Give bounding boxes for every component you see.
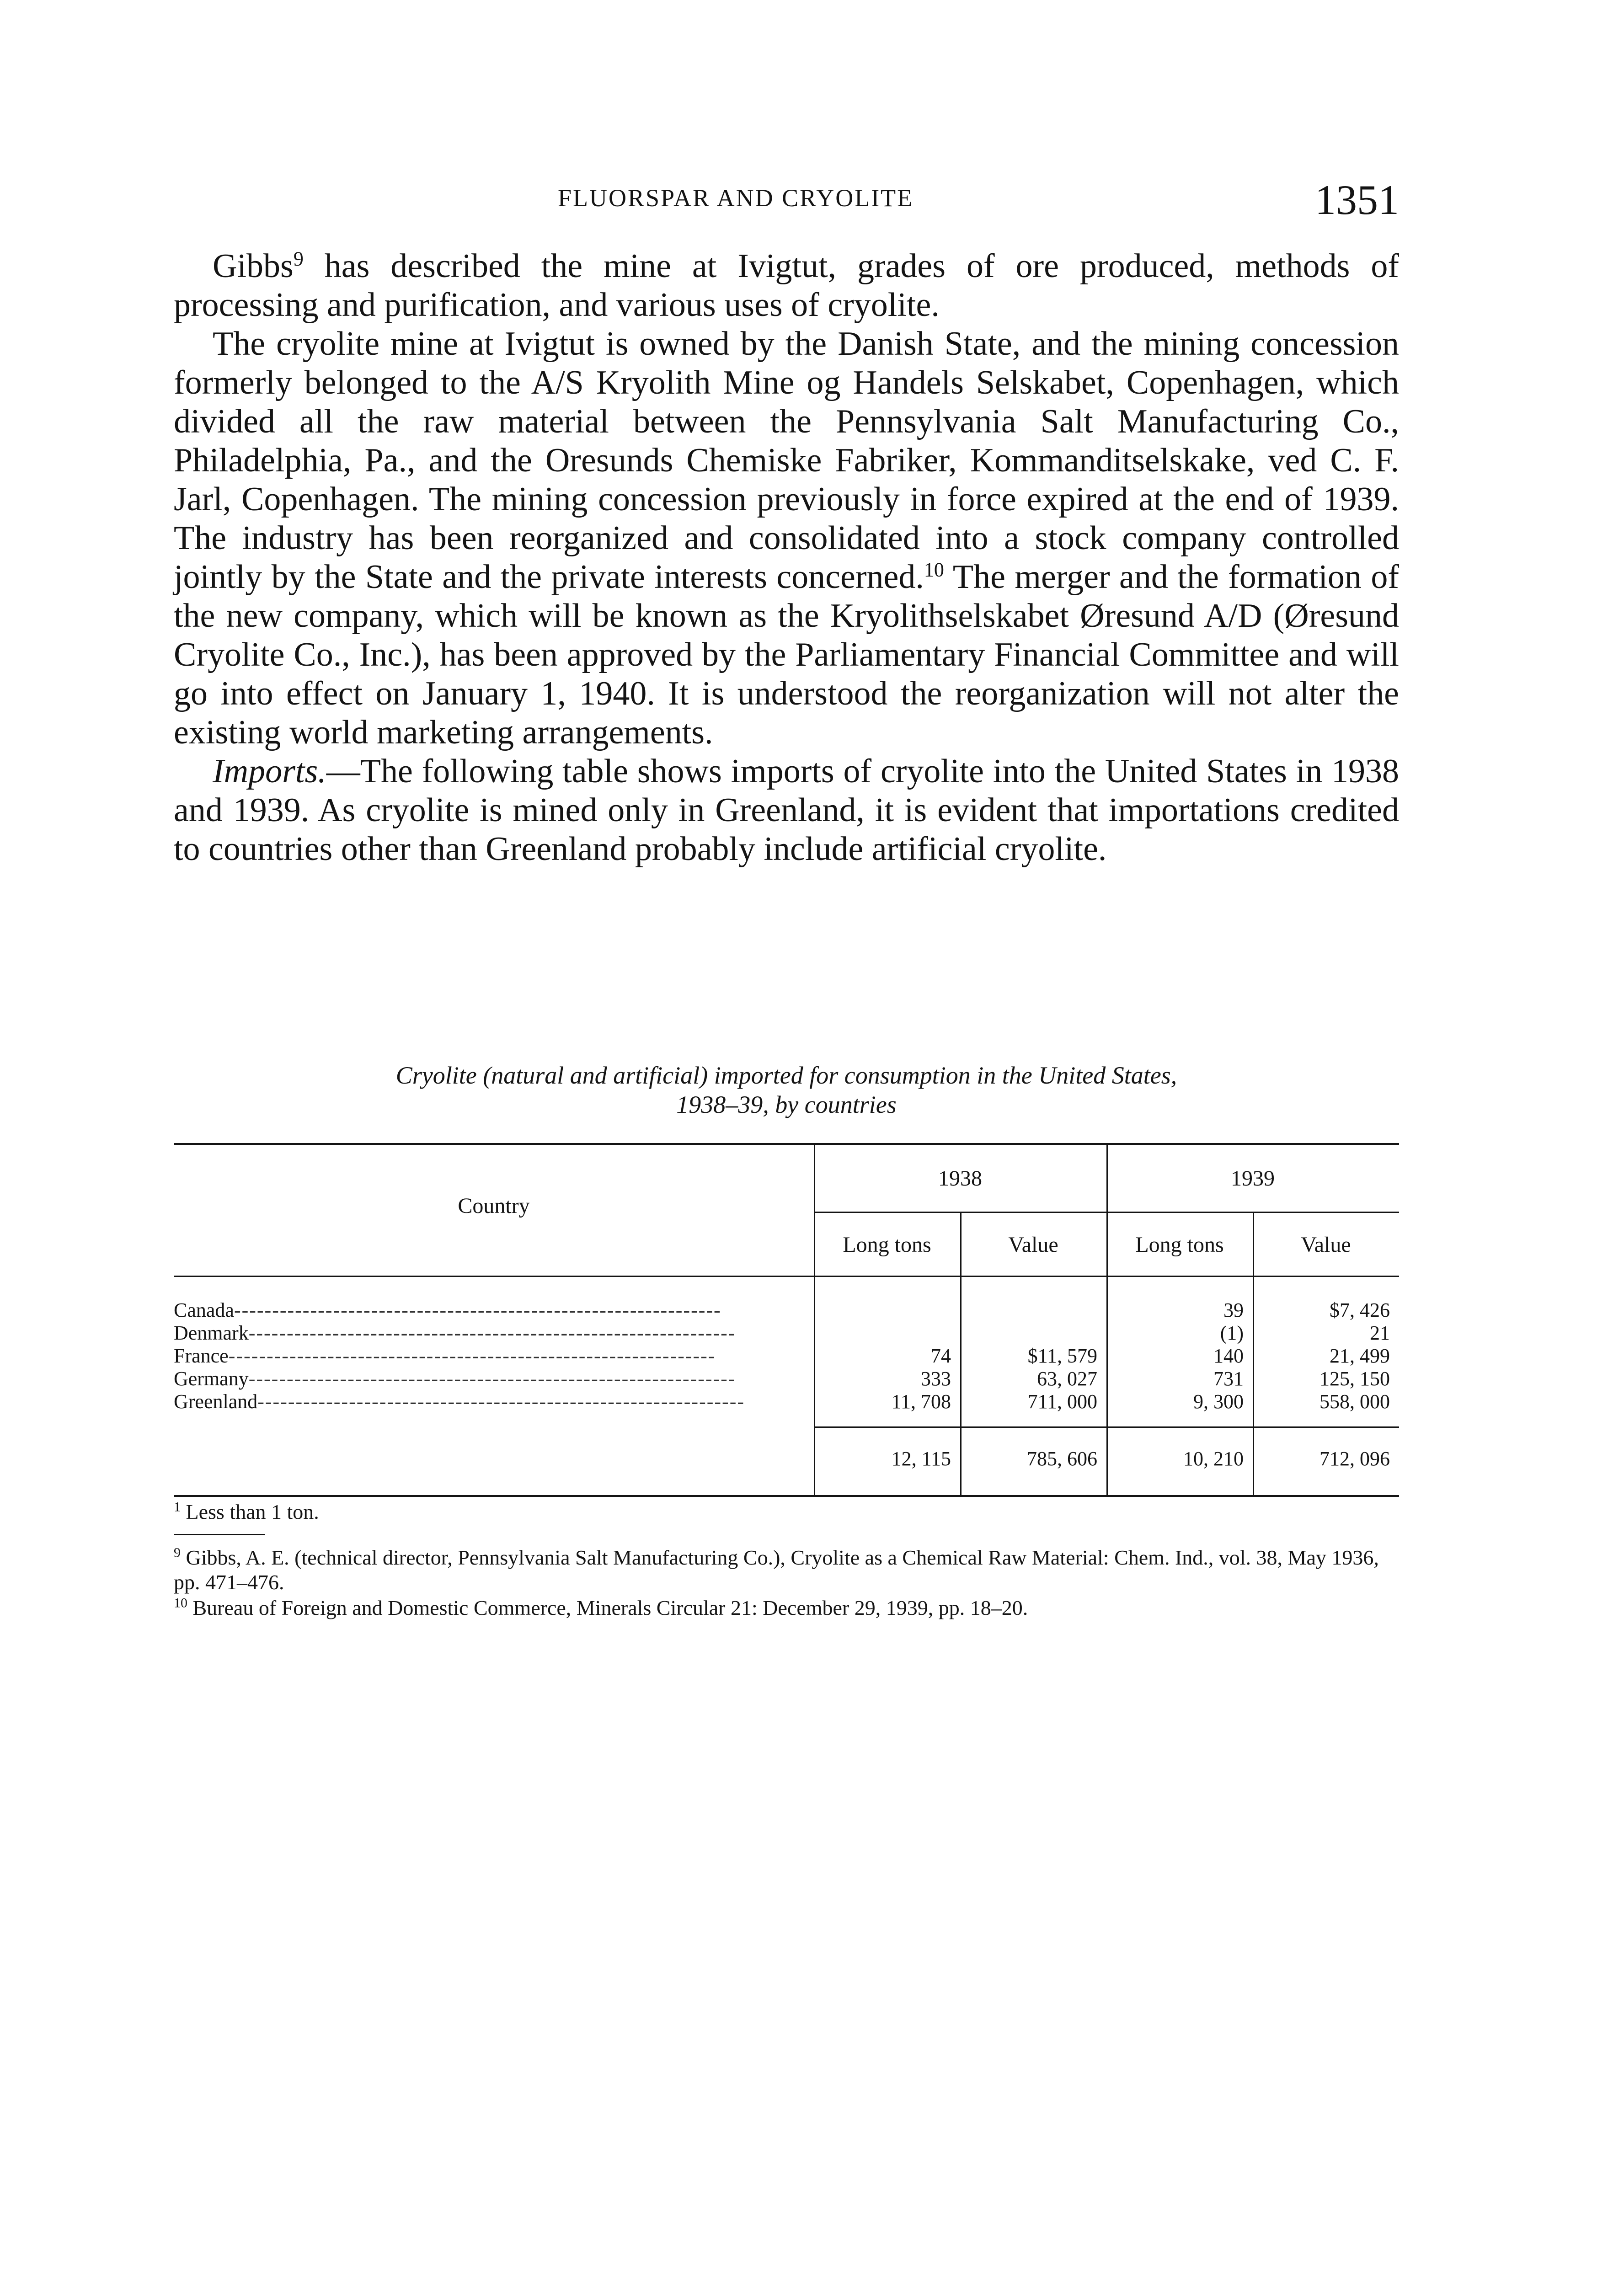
header-country: Country — [458, 1194, 530, 1218]
value-1939: 558, 000 — [1320, 1390, 1390, 1413]
footnote-ref-9[interactable]: 9 — [293, 247, 304, 270]
imports-heading: Imports. — [213, 753, 326, 790]
page-header — [174, 176, 1399, 226]
document-page: FLUORSPAR AND CRYOLITE 1351 Gibbs$^9$ has described the mine at Ivigtut, grades of ore produced, methods of processing and purification, and various uses of cryolite. The cryolite mine at Ivigtut is owned by the Danish State, and the mining concession formerly belonged to the A/S Kryolith Mine og Handels Selskabet, Copenhagen, which divided all the raw material between the Pennsylvania Salt Manufacturing Co., Philadelphia, Pa., and the Oresunds Chemiske Fabriker, Kommanditselskake, ved C. F. Jarl, Copenhagen. The mining concession previously in force expired at the end of 1939. The industry has been reorganized and consolidated into a stock company controlled jointly by the State and the private interests concerned.$^{10}$ The merger and the formation of the new company, which will be known as the Kryolithselskabet Øresund A/D (Øresund Cryolite Co., Inc.), has been approved by the Parliamentary Financial Committee and will go into effect on January 1, 1940. It is understood the reorganization will not alter the existing world marketing arrangements. Imports.—The following table shows imports of cryolite into the United States in 1938 and 1939. As cryolite is mined only in Greenland, it is evident that importations credited to countries other than Greenland probably include artificial cryolite. Cryolite (natural and artificial) imported for consumption in the United States, 1938–39, by countries Country 1938 1939 Long tons Value Long tons Value Canada---------------------------------------------------------------- 39 $7, 426 Denmark---------------------------------------------------------------- (1) 21 France---------------------------------------------------------------- 74 $11, 579 140 21, 499 Germany---------------------------------------------------------------- 333 63, 027 731 125, 150 Greenland---------------------------------------------------------------- 11, 708 711, 000 9, 300 558, 000 12, 115 785, 606 10, 210 712, 096 $^1$ Less than 1 ton. $^9$ Gibbs, A. E. (technical director, Pennsylvania Salt Manufacturing Co.), Cryolite as a Chemical Raw Material: Chem. Ind., vol. 38, May 1936, pp. 471–476. $^{10}$ Bureau of Foreign and Domestic Commerce, Minerals Circular 21: December 29, 1939, pp. 18–20. — [174, 176, 1400, 1619]
paragraph-imports: Imports.—The following table shows imports of cryolite into the United States in 1938 and 1939. As cryolite is mined only in Greenland, it is evident that importations credited to countries other than Greenland probably include artificial cryolite. — [174, 753, 1399, 868]
footnote-ref-10[interactable]: 10 — [924, 558, 944, 581]
total-long-tons-1938: 12, 115 — [891, 1447, 951, 1470]
country-name: France — [174, 1345, 229, 1367]
footnote-10: $^{10}$ Bureau of Foreign and Domestic Commerce, Minerals Circular 21: December 29, 1939, pp. 18–20. — [174, 1595, 1028, 1619]
footnote-1: $^1$ Less than 1 ton. — [174, 1499, 319, 1523]
col-divider — [814, 1143, 815, 1495]
total-long-tons-1939: 10, 210 — [1183, 1447, 1244, 1470]
header-value-1938: Value — [1008, 1233, 1058, 1257]
header-long-tons-1939: Long tons — [1135, 1233, 1224, 1257]
footnote-9: $^9$ Gibbs, A. E. (technical director, Pennsylvania Salt Manufacturing Co.), Cryolite as a Chemical Raw Material: Chem. Ind., vol. 38, May 1936, pp. 471–476. — [174, 1545, 1379, 1594]
country-name: Canada — [174, 1299, 234, 1321]
header-year-1938: 1938 — [938, 1166, 982, 1191]
value-1939: $7, 426 — [1330, 1299, 1390, 1321]
header-bottom-rule — [174, 1276, 1399, 1277]
total-value-1938: 785, 606 — [1027, 1447, 1097, 1470]
header-year-1939: 1939 — [1231, 1166, 1275, 1191]
value-1939: 21 — [1370, 1322, 1390, 1344]
long-tons-1938: 74 — [931, 1345, 951, 1367]
long-tons-1939: 731 — [1213, 1367, 1244, 1390]
country-name: Greenland — [174, 1390, 258, 1413]
value-1938: 63, 027 — [1037, 1367, 1097, 1390]
page-number: 1351 — [1315, 176, 1399, 223]
long-tons-1939: 9, 300 — [1193, 1390, 1244, 1413]
running-title: FLUORSPAR AND CRYOLITE — [558, 184, 914, 212]
value-1938: $11, 579 — [1027, 1345, 1097, 1367]
long-tons-1938: 333 — [921, 1367, 951, 1390]
country-name: Denmark — [174, 1322, 249, 1344]
long-tons-1938: 11, 708 — [891, 1390, 951, 1413]
value-1939: 125, 150 — [1320, 1367, 1390, 1390]
table-bottom-rule — [174, 1495, 1399, 1497]
value-1939: 21, 499 — [1330, 1345, 1390, 1367]
paragraph-ivigtut: The cryolite mine at Ivigtut is owned by the Danish State, and the mining concession formerly belonged to the A/S Kryolith Mine og Handels Selskabet, Copenhagen, which divided all the raw material between the Pennsylvania Salt Manufacturing Co., Philadelphia, Pa., and the Oresunds Chemiske Fabriker, Kommanditselskake, ved C. F. Jarl, Copenhagen. The mining concession previously in force expired at the end of 1939. The industry has been reorganized and consolidated into a stock company controlled jointly by the State and the private interests concerned.$^{10}$ The merger and the formation of the new company, which will be known as the Kryolithselskabet Øresund A/D (Øresund Cryolite Co., Inc.), has been approved by the Parliamentary Financial Committee and will go into effect on January 1, 1940. It is understood the reorganization will not alter the existing world marketing arrangements. — [174, 325, 1400, 751]
value-1938: 711, 000 — [1027, 1390, 1097, 1413]
table-caption: Cryolite (natural and artificial) imported for consumption in the United States, 1938–39, by countries — [395, 1062, 1177, 1118]
header-value-1939: Value — [1301, 1233, 1351, 1257]
long-tons-1939: 140 — [1213, 1345, 1244, 1367]
footnote-separator — [174, 1534, 265, 1535]
total-value-1939: 712, 096 — [1320, 1447, 1390, 1470]
paragraph-gibbs: Gibbs$^9$ has described the mine at Ivigtut, grades of ore produced, methods of processing and purification, and various uses of cryolite. — [174, 247, 1399, 324]
long-tons-1939: 39 — [1223, 1299, 1244, 1321]
long-tons-1939: (1) — [1220, 1322, 1244, 1344]
country-name: Germany — [174, 1367, 249, 1390]
table-top-rule — [174, 1143, 1399, 1145]
body-text — [174, 247, 1399, 869]
header-long-tons-1938: Long tons — [843, 1233, 931, 1257]
